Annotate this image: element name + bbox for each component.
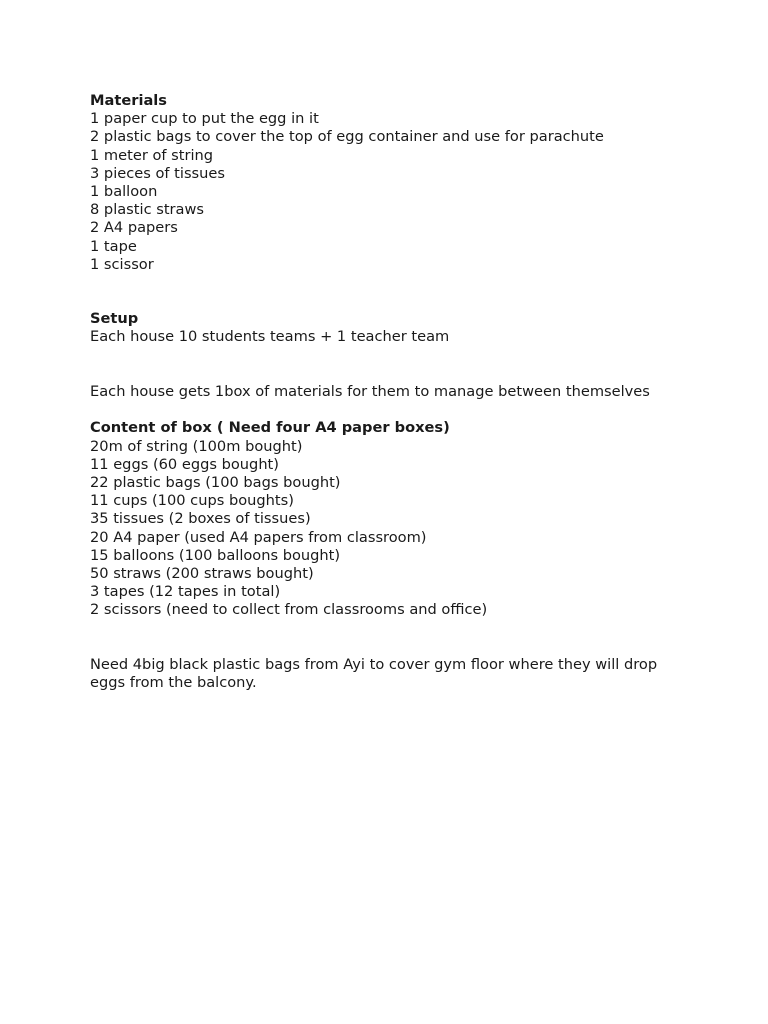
- materials-heading: Materials: [90, 92, 167, 109]
- list-item: 1 tape: [90, 237, 137, 255]
- closing-paragraph: Need 4big black plastic bags from Ayi to cover gym floor where they will drop eggs from the balcony.: [90, 655, 658, 692]
- materials-list: [90, 110, 690, 274]
- list-item: 11 cups (100 cups boughts): [90, 492, 294, 510]
- list-item: 2 scissors (need to collect from classrooms and office): [90, 601, 488, 619]
- list-item: 1 balloon: [90, 182, 158, 200]
- list-item: 11 eggs (60 eggs bought): [90, 455, 279, 473]
- list-item: 1 meter of string: [90, 146, 214, 164]
- list-item: 35 tissues (2 boxes of tissues): [90, 510, 311, 528]
- list-item: 8 plastic straws: [90, 201, 205, 219]
- setup-note: Each house gets 1box of materials for them to manage between themselves: [90, 383, 650, 401]
- spacer: [90, 347, 690, 383]
- list-item: 1 scissor: [90, 255, 154, 273]
- list-item: 3 tapes (12 tapes in total): [90, 583, 281, 601]
- document-body: [90, 92, 690, 692]
- spacer: [90, 274, 690, 310]
- list-item: 1 paper cup to put the egg in it: [90, 110, 319, 128]
- list-item: 50 straws (200 straws bought): [90, 564, 314, 582]
- setup-heading: Setup: [90, 310, 139, 328]
- list-item: 2 plastic bags to cover the top of egg container and use for parachute: [90, 128, 604, 146]
- box-heading: Content of box ( Need four A4 paper boxes): [90, 419, 450, 437]
- setup-line: Each house 10 students teams + 1 teacher team: [90, 328, 450, 346]
- spacer: [90, 619, 690, 655]
- list-item: 22 plastic bags (100 bags bought): [90, 473, 341, 491]
- list-item: 20m of string (100m bought): [90, 437, 303, 455]
- list-item: 15 balloons (100 balloons bought): [90, 546, 341, 564]
- list-item: 20 A4 paper (used A4 papers from classroom): [90, 528, 427, 546]
- list-item: 3 pieces of tissues: [90, 164, 225, 182]
- list-item: 2 A4 papers: [90, 219, 178, 237]
- spacer: [90, 401, 690, 419]
- box-list: [90, 438, 690, 620]
